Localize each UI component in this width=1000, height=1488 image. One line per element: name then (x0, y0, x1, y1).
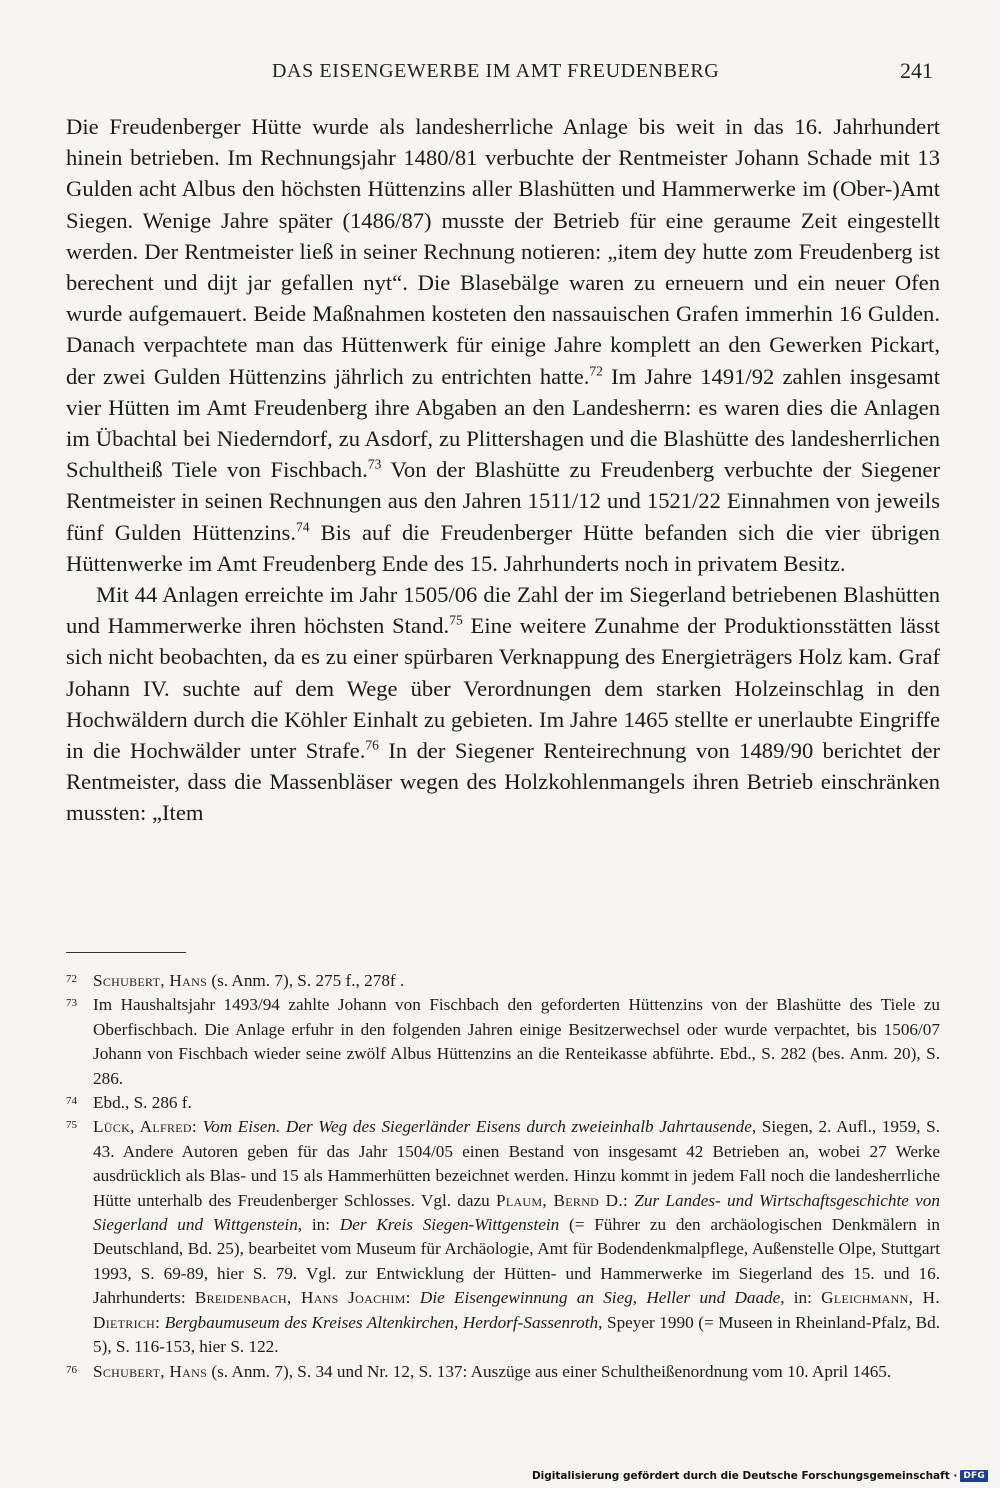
footnote-74 (66, 1091, 940, 1115)
work-title: Zur Landes- und Wirtschaftsgeschichte von Siegerland und Wittgenstein (93, 1190, 940, 1235)
page-number: 241 (900, 58, 933, 83)
text-run: Mit 44 Anlagen erreichte im Jahr 1505/06 die Zahl der im Siegerland betriebenen Blashütten und Hammerwerke ihren höchsten Stand. (66, 582, 940, 639)
work-title: Bergbaumuseum des Kreises Altenkirchen, Herdorf-Sassenroth (160, 1312, 599, 1332)
digitization-banner (532, 1470, 988, 1482)
footnote-ref-73[interactable]: 73 (367, 456, 382, 472)
paragraph-2 (66, 579, 940, 829)
work-title: Die Eisengewinnung an Sieg, Heller und Daade (410, 1288, 781, 1308)
footnote-text: , Speyer 1990 (= Museen in Rheinland-Pfalz, Bd. 5), S. 116-153, hier S. 122. (93, 1312, 940, 1357)
footnote-ref-75[interactable]: 75 (449, 612, 463, 628)
footnotes (66, 969, 940, 1384)
main-text (66, 111, 940, 829)
author-name: Schubert, Hans (93, 971, 208, 990)
footnote-text: (s. Anm. 7), S. 275 f., 278f . (207, 971, 405, 990)
running-title: DAS EISENGEWERBE IM AMT FREUDENBERG (272, 60, 720, 82)
text-run: Eine weitere Zunahme der Produktionsstätten lässt sich nicht beobachten, da es zu einer spürbaren Verknappung des Energieträgers Holz kam. Graf Johann IV. suchte auf dem Wege über Verordnungen dem starken Holzeinschlag in den Hochwäldern durch die Köhler Einhalt zu gebieten. Im Jahre 1465 stellte er unerlaubte Eingriffe in die Hochwälder unter Strafe. (66, 613, 940, 764)
footnote-divider (66, 952, 186, 953)
footnote-number: 74 (66, 1095, 77, 1108)
dfg-logo-icon: DFG (960, 1470, 988, 1482)
footnote-76 (66, 1360, 940, 1384)
footnote-ref-72[interactable]: 72 (589, 363, 603, 379)
work-title: Vom Eisen. Der Weg des Siegerländer Eisens durch zweieinhalb Jahrtausende (196, 1117, 752, 1137)
footnote-number: 73 (66, 997, 77, 1010)
footnote-text: , in: (297, 1215, 340, 1235)
work-title: Der Kreis Siegen-Wittgenstein (339, 1215, 560, 1235)
footnote-75 (66, 1115, 940, 1359)
text-run: In der Siegener Renteirechnung von 1489/90 berichtet der Rentmeister, dass die Massenbläser wegen des Holzkohlenmangels ihren Betrieb einschränken mussten: „Item (66, 738, 940, 826)
text-run: Bis auf die Freudenberger Hütte befanden sich die vier übrigen Hüttenwerke im Amt Freudenberg Ende des 15. Jahrhunderts noch in privatem Besitz. (66, 519, 940, 576)
author-name: Plaum, Bernd D.: (495, 1190, 629, 1210)
footnote-ref-76[interactable]: 76 (365, 737, 379, 753)
author-name: Gleichmann, H. Dietrich: (93, 1288, 940, 1332)
author-name: Schubert, Hans (93, 1361, 208, 1381)
footnote-text: Im Haushaltsjahr 1493/94 zahlte Johann von Fischbach den geforderten Hüttenzins von der Blashütte des Tiele zu Oberfischbach. Die Anlage erfuhr in den folgenden Jahren einige Besitzerwechsel oder wurde verpachtet, bis 1506/07 Johann von Fischbach wieder seine zwölf Albus Hüttenzins an die Renteikasse abführte. Ebd., S. 282 (bes. Anm. 20), S. 286. (93, 995, 940, 1088)
paragraph-1 (66, 111, 940, 579)
footnote-text: (s. Anm. 7), S. 34 und Nr. 12, S. 137: Auszüge aus einer Schultheißenordnung vom 10. April 1465. (207, 1361, 892, 1381)
footnote-72 (66, 969, 940, 993)
footnote-text: Ebd., S. 286 f. (93, 1093, 192, 1113)
text-run: Im Jahre 1491/92 zahlen insgesamt vier Hütten im Amt Freudenberg ihre Abgaben an den Landesherrn: es waren dies die Anlagen im Übachtal bei Niederndorf, zu Asdorf, zu Plittershagen und die Blashütte des landesherrlichen Schultheiß Tiele von Fischbach. (66, 363, 940, 483)
footnote-73 (66, 993, 940, 1091)
footnote-number: 75 (66, 1119, 77, 1132)
footnote-number: 76 (66, 1363, 77, 1376)
footnote-ref-74[interactable]: 74 (295, 519, 310, 535)
author-name: Breidenbach, Hans Joachim: (194, 1288, 411, 1308)
footnote-text: , in: (780, 1288, 822, 1308)
text-run: Von der Blashütte zu Freudenberg verbuchte der Siegener Rentmeister in seinen Rechnungen aus den Jahren 1511/12 und 1521/22 Einnahmen von jeweils fünf Gulden Hüttenzins. (66, 457, 940, 545)
footnote-text: , Siegen, 2. Aufl., 1959, S. 43. Andere Autoren geben für das Jahr 1504/05 einen Bestand von insgesamt 42 Betrieben an, wobei 27 Werke ausdrücklich als Blas- und 15 als Hammerhütten bezeichnet werden. Hinzu kommt in jedem Fall noch die landesherrliche Hütte unterhalb des Freudenberger Schlosses. Vgl. dazu (93, 1117, 940, 1210)
author-name: Lück, Alfred: (93, 1117, 197, 1137)
footnote-number: 72 (66, 973, 77, 985)
footnote-text: (= Führer zu den archäologischen Denkmälern in Deutschland, Bd. 25), bearbeitet vom Museum für Archäologie, Amt für Bodendenkmalpflege, Außenstelle Olpe, Stuttgart 1993, S. 69-89, hier S. 79. Vgl. zur Entwicklung der Hütten- und Hammerwerke im Siegerland des 15. und 16. Jahrhunderts: (93, 1215, 940, 1308)
text-run: Die Freudenberger Hütte wurde als landesherrliche Anlage bis weit in das 16. Jahrhundert hinein betrieben. Im Rechnungsjahr 1480/81 verbuchte der Rentmeister Johann Schade mit 13 Gulden acht Albus den höchsten Hüttenzins aller Blashütten und Hammerwerke im (Ober-)Amt Siegen. Wenige Jahre später (1486/87) musste der Betrieb für eine geraume Zeit eingestellt werden. Der Rentmeister ließ in seiner Rechnung notieren: „item dey hutte zom Freudenberg ist berechent und dijt jar gefallen nyt“. Die Blasebälge waren zu erneuern und ein neuer Ofen wurde aufgemauert. Beide Maßnahmen kosteten den nassauischen Grafen immerhin 16 Gulden. Danach verpachtete man das Hüttenwerk für einige Jahre komplett an den Gewerken Pickart, der zwei Gulden Hüttenzins jährlich zu entrichten hatte. (66, 114, 940, 389)
banner-text: Digitalisierung gefördert durch die Deutsche Forschungsgemeinschaft · (531, 1470, 958, 1482)
